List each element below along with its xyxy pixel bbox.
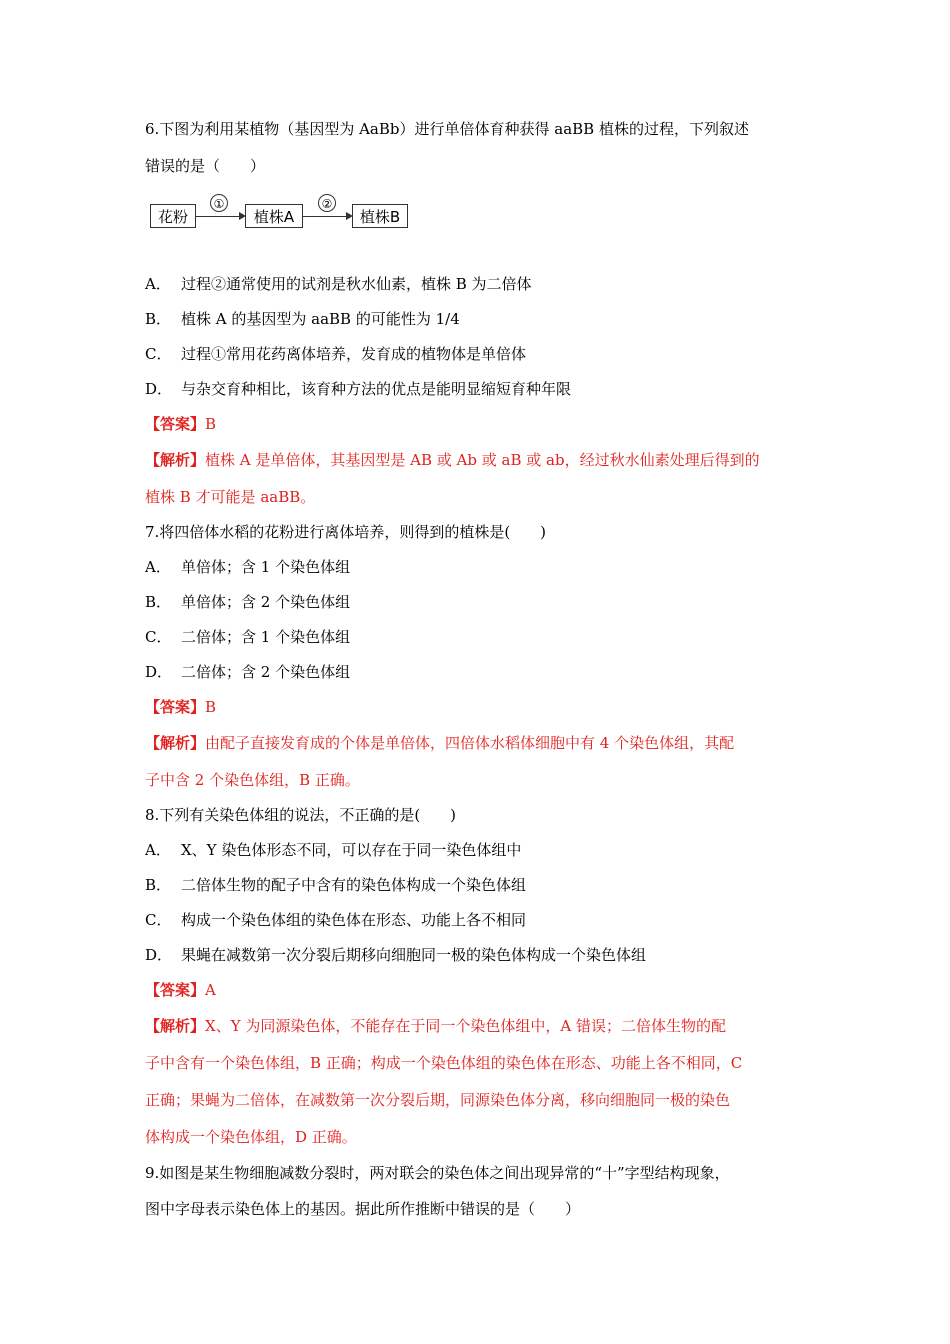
- flow-step-1: ①: [210, 194, 228, 212]
- q6-flow-diagram: [150, 198, 420, 238]
- flow-box-plant-b: 植株B: [352, 204, 408, 228]
- q6-option-c: C． 过程①常用花药离体培养，发育成的植物体是单倍体: [145, 345, 527, 363]
- q7-option-d: D． 二倍体；含 2 个染色体组: [145, 663, 351, 681]
- q8-analysis-line-3: 正确；果蝇为二倍体，在减数第一次分裂后期，同源染色体分离，移向细胞同一极的染色: [145, 1091, 731, 1109]
- q7-answer: 【答案】B: [145, 698, 217, 716]
- q8-answer: 【答案】A: [145, 981, 216, 999]
- q8-analysis-line-1: 【解析】X、Y 为同源染色体，不能存在于同一个染色体组中，A 错误；二倍体生物的配: [145, 1017, 726, 1035]
- q8-option-c: C． 构成一个染色体组的染色体在形态、功能上各不相同: [145, 911, 527, 929]
- q7-analysis-line-1: 【解析】由配子直接发育成的个体是单倍体，四倍体水稻体细胞中有 4 个染色体组，其配: [145, 734, 735, 752]
- q8-option-d: D． 果蝇在减数第一次分裂后期移向细胞同一极的染色体构成一个染色体组: [145, 946, 647, 964]
- flow-arrow-1: [196, 216, 244, 217]
- q8-analysis-line-4: 体构成一个染色体组，D 正确。: [145, 1128, 357, 1146]
- q8-stem: 8.下列有关染色体组的说法，不正确的是( ): [145, 806, 457, 824]
- flow-step-2: ②: [318, 194, 336, 212]
- q7-option-a: A． 单倍体；含 1 个染色体组: [145, 558, 351, 576]
- q9-stem-line-1: 9.如图是某生物细胞减数分裂时，两对联会的染色体之间出现异常的“十”字型结构现象，: [145, 1164, 730, 1182]
- q6-option-b: B． 植株 A 的基因型为 aaBB 的可能性为 1/4: [145, 310, 460, 328]
- q6-stem-line-2: 错误的是（ ）: [145, 157, 266, 175]
- q8-option-a: A． X、Y 染色体形态不同，可以存在于同一染色体组中: [145, 841, 522, 859]
- flow-arrow-2: [303, 216, 351, 217]
- flow-box-plant-a: 植株A: [245, 204, 303, 228]
- q8-analysis-line-2: 子中含有一个染色体组，B 正确；构成一个染色体组的染色体在形态、功能上各不相同，C: [145, 1054, 743, 1072]
- flow-box-pollen: 花粉: [150, 204, 196, 228]
- q7-analysis-line-2: 子中含 2 个染色体组，B 正确。: [145, 771, 360, 789]
- q7-option-c: C． 二倍体；含 1 个染色体组: [145, 628, 351, 646]
- q9-stem-line-2: 图中字母表示染色体上的基因。据此所作推断中错误的是（ ）: [145, 1200, 581, 1218]
- q7-option-b: B． 单倍体；含 2 个染色体组: [145, 593, 351, 611]
- q6-analysis-line-2: 植株 B 才可能是 aaBB。: [145, 488, 316, 506]
- q6-option-a: A． 过程②通常使用的试剂是秋水仙素，植株 B 为二倍体: [145, 275, 532, 293]
- q8-option-b: B． 二倍体生物的配子中含有的染色体构成一个染色体组: [145, 876, 527, 894]
- q6-stem-line-1: 6.下图为利用某植物（基因型为 AaBb）进行单倍体育种获得 aaBB 植株的过程，下列叙述: [145, 120, 749, 138]
- q6-option-d: D． 与杂交育种相比，该育种方法的优点是能明显缩短育种年限: [145, 380, 572, 398]
- q7-stem: 7.将四倍体水稻的花粉进行离体培养，则得到的植株是( ): [145, 523, 547, 541]
- q6-analysis-line-1: 【解析】植株 A 是单倍体，其基因型是 AB 或 Ab 或 aB 或 ab，经过秋水仙素处理后得到的: [145, 451, 760, 469]
- q6-answer: 【答案】B: [145, 415, 217, 433]
